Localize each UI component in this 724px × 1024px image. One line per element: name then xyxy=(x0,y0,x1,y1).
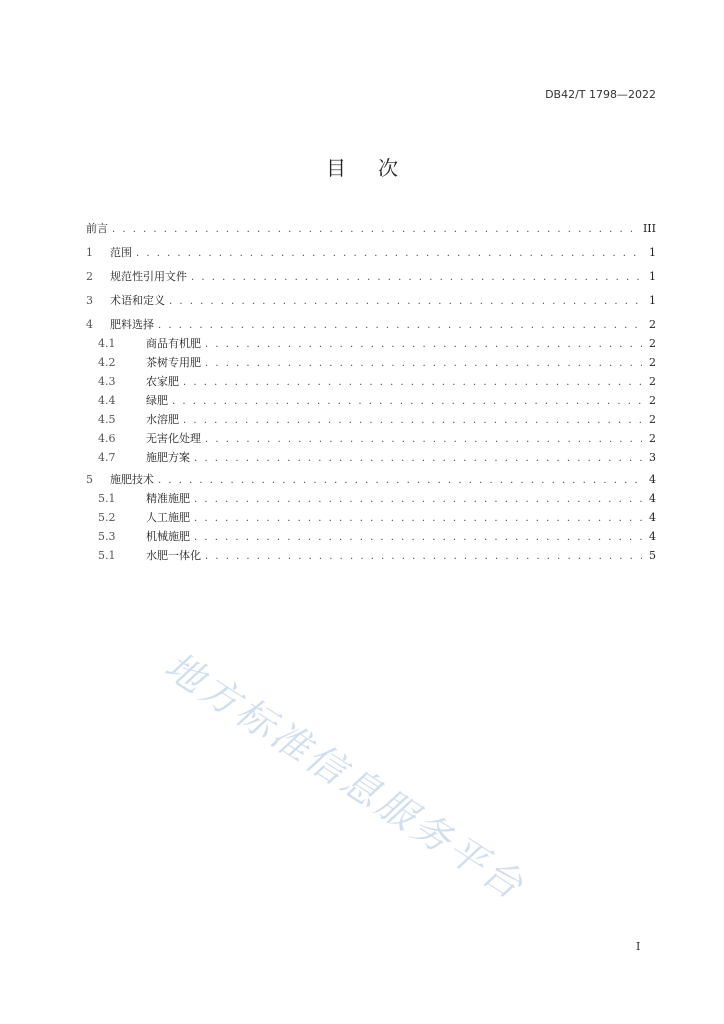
toc-number: 5.2 xyxy=(98,511,116,524)
toc-entry[interactable] xyxy=(86,490,656,508)
toc-entry[interactable] xyxy=(86,316,656,334)
toc-entry[interactable] xyxy=(86,220,656,238)
toc-label: 人工施肥 xyxy=(146,511,190,524)
toc-page: 3 xyxy=(649,451,656,464)
toc-leader xyxy=(169,296,642,307)
title-char-1: 目 xyxy=(326,156,346,180)
toc-entry[interactable] xyxy=(86,430,656,448)
watermark: 地方标准信息服务平台 xyxy=(157,643,534,910)
toc-label: 范围 xyxy=(110,246,132,259)
toc-leader xyxy=(194,453,642,464)
toc-page: 2 xyxy=(649,356,656,369)
toc-number: 5.1 xyxy=(98,549,116,562)
toc-label: 茶树专用肥 xyxy=(146,356,201,369)
toc-number: 4.6 xyxy=(98,432,116,445)
toc-leader xyxy=(172,396,642,407)
toc-number: 5 xyxy=(86,473,93,486)
toc-page: 2 xyxy=(649,394,656,407)
toc-number: 4.2 xyxy=(98,356,116,369)
standard-code: DB42/T 1798—2022 xyxy=(545,88,656,101)
toc-leader xyxy=(183,377,642,388)
toc-entry[interactable] xyxy=(86,471,656,489)
toc-label: 绿肥 xyxy=(146,394,168,407)
toc-entry[interactable] xyxy=(86,411,656,429)
toc-label: 施肥方案 xyxy=(146,451,190,464)
toc-page: 2 xyxy=(649,337,656,350)
toc-leader xyxy=(158,475,642,486)
title-char-2: 次 xyxy=(378,156,398,180)
toc-entry[interactable] xyxy=(86,268,656,286)
toc-entry[interactable] xyxy=(86,292,656,310)
toc-number: 4.1 xyxy=(98,337,116,350)
toc-number: 4 xyxy=(86,318,93,331)
toc-page: 2 xyxy=(649,375,656,388)
toc-leader xyxy=(158,320,642,331)
toc-entry[interactable] xyxy=(86,373,656,391)
toc-number: 4.5 xyxy=(98,413,116,426)
toc-label: 施肥技术 xyxy=(110,473,154,486)
toc-label: 农家肥 xyxy=(146,375,179,388)
toc-label: 前言 xyxy=(86,222,108,235)
toc-entry[interactable] xyxy=(86,528,656,546)
toc-leader xyxy=(112,224,637,235)
toc-page: 1 xyxy=(649,270,656,283)
toc-leader xyxy=(194,532,642,543)
toc-page: 2 xyxy=(649,432,656,445)
toc-label: 精准施肥 xyxy=(146,492,190,505)
toc-number: 4.3 xyxy=(98,375,116,388)
toc-number: 5.3 xyxy=(98,530,116,543)
toc-page: 2 xyxy=(649,318,656,331)
toc-page: 4 xyxy=(649,511,656,524)
toc-number: 5.1 xyxy=(98,492,116,505)
toc-page: 2 xyxy=(649,413,656,426)
toc-label: 水肥一体化 xyxy=(146,549,201,562)
toc-entry[interactable] xyxy=(86,509,656,527)
toc-number: 4.7 xyxy=(98,451,116,464)
toc-page: 4 xyxy=(649,492,656,505)
toc-entry[interactable] xyxy=(86,449,656,467)
toc-label: 无害化处理 xyxy=(146,432,201,445)
toc-label: 机械施肥 xyxy=(146,530,190,543)
toc-page: 1 xyxy=(649,246,656,259)
toc-leader xyxy=(205,551,642,562)
toc-entry[interactable] xyxy=(86,354,656,372)
toc-label: 肥料选择 xyxy=(110,318,154,331)
toc-number: 4.4 xyxy=(98,394,116,407)
toc-page: 4 xyxy=(649,530,656,543)
toc-leader xyxy=(205,339,642,350)
toc-leader xyxy=(205,434,642,445)
toc-page: 4 xyxy=(649,473,656,486)
toc-leader xyxy=(194,494,642,505)
toc-label: 商品有机肥 xyxy=(146,337,201,350)
toc-leader xyxy=(136,248,642,259)
toc-leader xyxy=(205,358,642,369)
toc-number: 2 xyxy=(86,270,93,283)
toc-page: 5 xyxy=(649,549,656,562)
toc-label: 规范性引用文件 xyxy=(110,270,187,283)
toc-leader xyxy=(194,513,642,524)
toc-label: 术语和定义 xyxy=(110,294,165,307)
page-title xyxy=(0,152,724,181)
toc-entry[interactable] xyxy=(86,244,656,262)
toc-number: 3 xyxy=(86,294,93,307)
toc-label: 水溶肥 xyxy=(146,413,179,426)
toc-entry[interactable] xyxy=(86,335,656,353)
toc-entry[interactable] xyxy=(86,392,656,410)
toc-leader xyxy=(191,272,642,283)
page-number: I xyxy=(636,940,641,953)
toc-page: 1 xyxy=(649,294,656,307)
toc-entry[interactable] xyxy=(86,547,656,565)
toc-leader xyxy=(183,415,642,426)
toc-page: III xyxy=(642,222,656,235)
toc-number: 1 xyxy=(86,246,93,259)
